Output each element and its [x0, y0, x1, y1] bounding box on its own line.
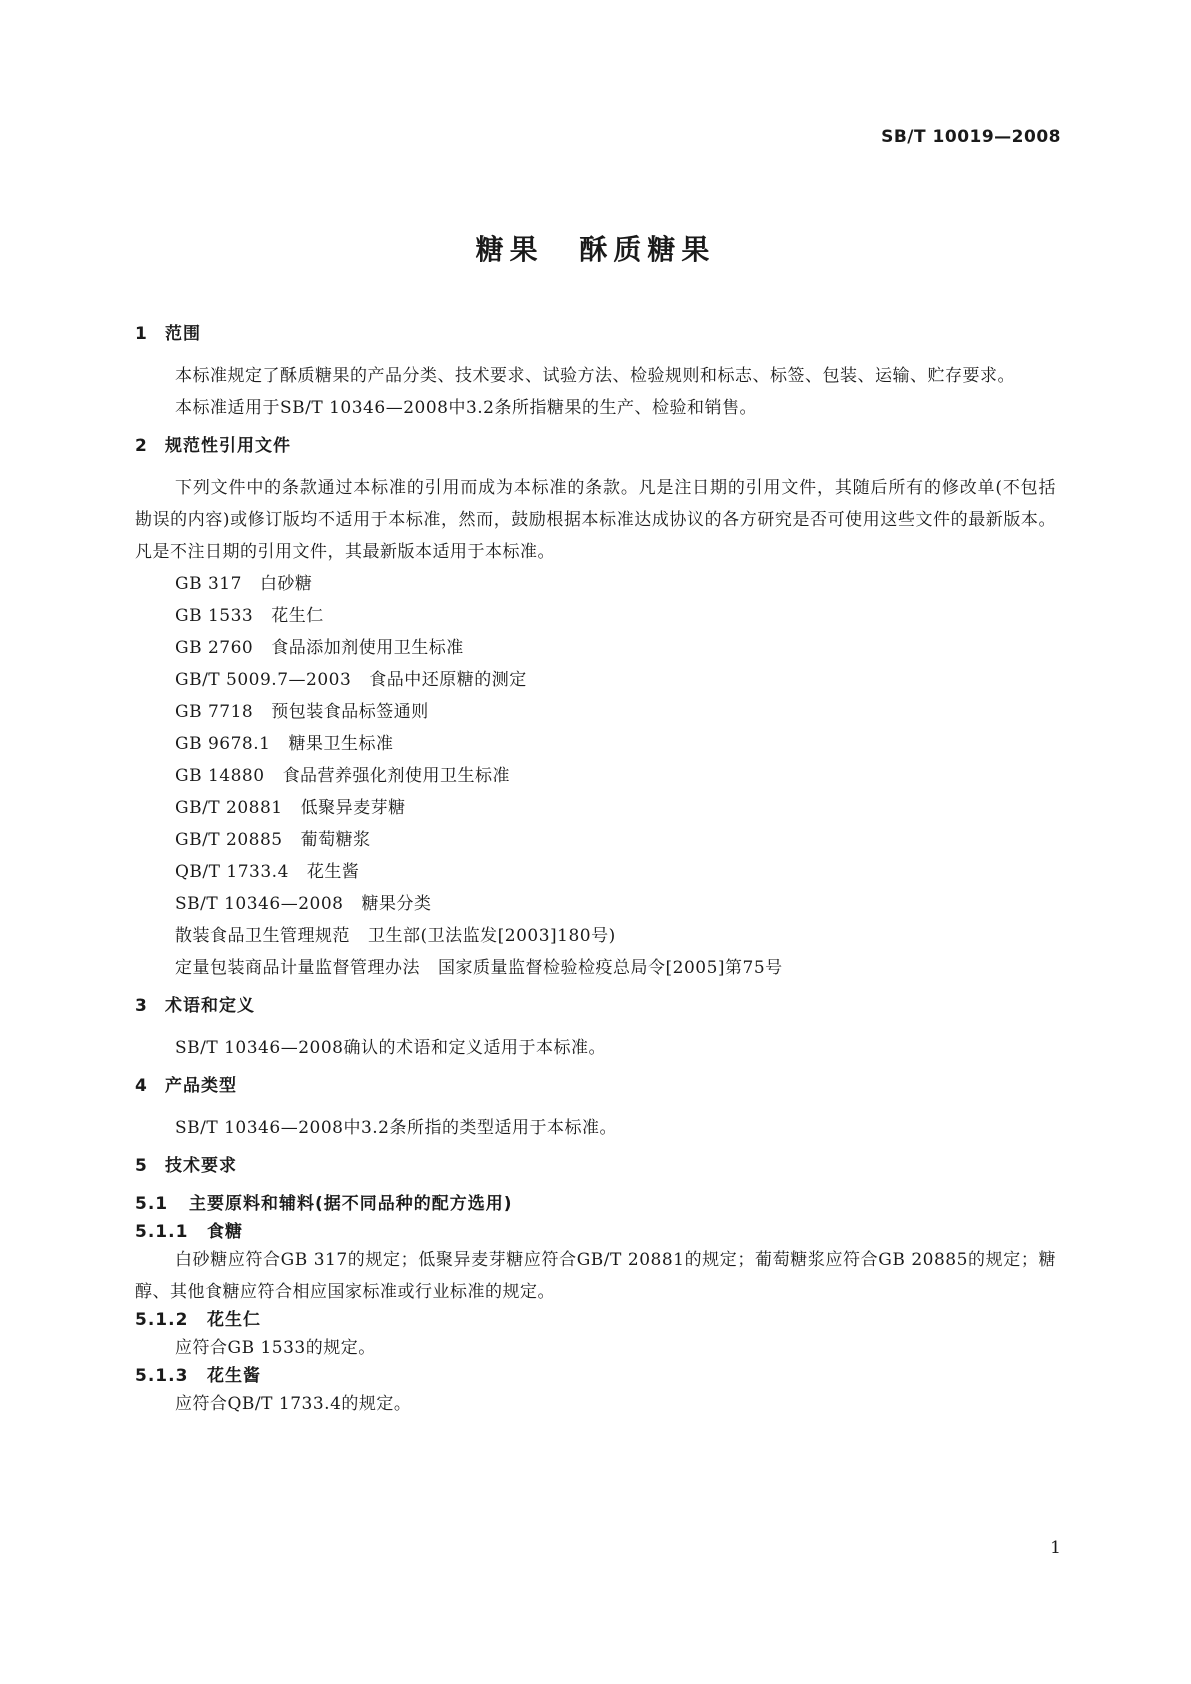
- subsection-5-1-heading: [135, 1192, 1056, 1216]
- document-title: 糖果 酥质糖果: [475, 233, 716, 266]
- reference-item: [135, 696, 1056, 728]
- section-title: 花生仁: [207, 1310, 261, 1330]
- reference-item: [135, 664, 1056, 696]
- reference-code: GB 317: [175, 574, 242, 594]
- reference-code: SB/T 10346—2008: [175, 894, 344, 914]
- section-number: 5.1: [135, 1194, 169, 1214]
- reference-code: 散装食品卫生管理规范: [175, 926, 350, 946]
- reference-name: 葡萄糖浆: [300, 830, 371, 850]
- reference-list: [135, 568, 1056, 984]
- section-number: 5.1.2: [135, 1310, 189, 1330]
- reference-item: [135, 920, 1056, 952]
- reference-name: 食品营养强化剂使用卫生标准: [282, 766, 511, 786]
- page-number: 1: [1050, 1538, 1061, 1558]
- subsection-5-1-1-heading: [135, 1220, 1056, 1244]
- section-title: 产品类型: [165, 1076, 237, 1096]
- paragraph: SB/T 10346—2008确认的术语和定义适用于本标准。: [175, 1038, 606, 1058]
- reference-name: 预包装食品标签通则: [271, 702, 429, 722]
- reference-code: GB 14880: [175, 766, 265, 786]
- reference-name: 糖果卫生标准: [288, 734, 394, 754]
- reference-name: 糖果分类: [361, 894, 432, 914]
- document-body: [135, 322, 1056, 1420]
- section-number: 5.1.3: [135, 1366, 189, 1386]
- reference-code: GB 7718: [175, 702, 254, 722]
- reference-code: GB/T 20885: [175, 830, 283, 850]
- reference-item: [135, 760, 1056, 792]
- reference-item: [135, 856, 1056, 888]
- reference-name: 卫生部(卫法监发[2003]180号): [368, 926, 616, 946]
- paragraph: 本标准适用于SB/T 10346—2008中3.2条所指糖果的生产、检验和销售。: [175, 398, 757, 418]
- reference-code: GB/T 20881: [175, 798, 283, 818]
- subsection-5-1-3-heading: [135, 1364, 1056, 1388]
- reference-item: [135, 888, 1056, 920]
- section-title: 主要原料和辅料(据不同品种的配方选用): [189, 1194, 513, 1214]
- reference-name: 国家质量监督检验检疫总局令[2005]第75号: [438, 958, 783, 978]
- paragraph: 本标准规定了酥质糖果的产品分类、技术要求、试验方法、检验规则和标志、标签、包装、运输、贮存要求。: [175, 366, 1015, 386]
- section-number: 5.1.1: [135, 1222, 189, 1242]
- subsection-5-1-2-heading: [135, 1308, 1056, 1332]
- section-title: 食糖: [207, 1222, 243, 1242]
- section-number: 1: [135, 324, 148, 344]
- reference-name: 食品添加剂使用卫生标准: [271, 638, 464, 658]
- section-title: 花生酱: [207, 1366, 261, 1386]
- section-1-heading: [135, 322, 1056, 346]
- section-number: 2: [135, 436, 148, 456]
- reference-name: 花生仁: [271, 606, 324, 626]
- section-number: 3: [135, 996, 148, 1016]
- section-number: 4: [135, 1076, 148, 1096]
- section-3-heading: [135, 994, 1056, 1018]
- paragraph: 应符合QB/T 1733.4的规定。: [175, 1394, 412, 1414]
- reference-name: 白砂糖: [259, 574, 313, 594]
- reference-code: GB 1533: [175, 606, 254, 626]
- paragraph: 下列文件中的条款通过本标准的引用而成为本标准的条款。凡是注日期的引用文件，其随后所有的修改单(不包括勘误的内容)或修订版均不适用于本标准，然而，鼓励根据本标准达成协议的各方研究是否可使用这些文件的最新版本。凡是不注日期的引用文件，其最新版本适用于本标准。: [135, 478, 1056, 562]
- section-2-heading: [135, 434, 1056, 458]
- section-title: 术语和定义: [165, 996, 255, 1016]
- reference-item: [135, 728, 1056, 760]
- section-title: 技术要求: [165, 1156, 237, 1176]
- paragraph: 应符合GB 1533的规定。: [175, 1338, 376, 1358]
- paragraph: 白砂糖应符合GB 317的规定；低聚异麦芽糖应符合GB/T 20881的规定；葡萄糖浆应符合GB 20885的规定；糖醇、其他食糖应符合相应国家标准或行业标准的规定。: [135, 1250, 1056, 1302]
- reference-name: 食品中还原糖的测定: [369, 670, 527, 690]
- paragraph: SB/T 10346—2008中3.2条所指的类型适用于本标准。: [175, 1118, 617, 1138]
- reference-item: [135, 824, 1056, 856]
- reference-code: QB/T 1733.4: [175, 862, 289, 882]
- reference-code: GB/T 5009.7—2003: [175, 670, 352, 690]
- reference-item: [135, 952, 1056, 984]
- reference-name: 低聚异麦芽糖: [300, 798, 406, 818]
- section-title: 规范性引用文件: [165, 436, 291, 456]
- reference-name: 花生酱: [306, 862, 360, 882]
- standard-code: SB/T 10019—2008: [881, 127, 1061, 147]
- section-number: 5: [135, 1156, 148, 1176]
- reference-item: [135, 632, 1056, 664]
- section-4-heading: [135, 1074, 1056, 1098]
- reference-item: [135, 792, 1056, 824]
- section-title: 范围: [165, 324, 201, 344]
- reference-item: [135, 600, 1056, 632]
- reference-item: [135, 568, 1056, 600]
- section-5-heading: [135, 1154, 1056, 1178]
- reference-code: GB 9678.1: [175, 734, 271, 754]
- reference-code: GB 2760: [175, 638, 254, 658]
- reference-code: 定量包装商品计量监督管理办法: [175, 958, 420, 978]
